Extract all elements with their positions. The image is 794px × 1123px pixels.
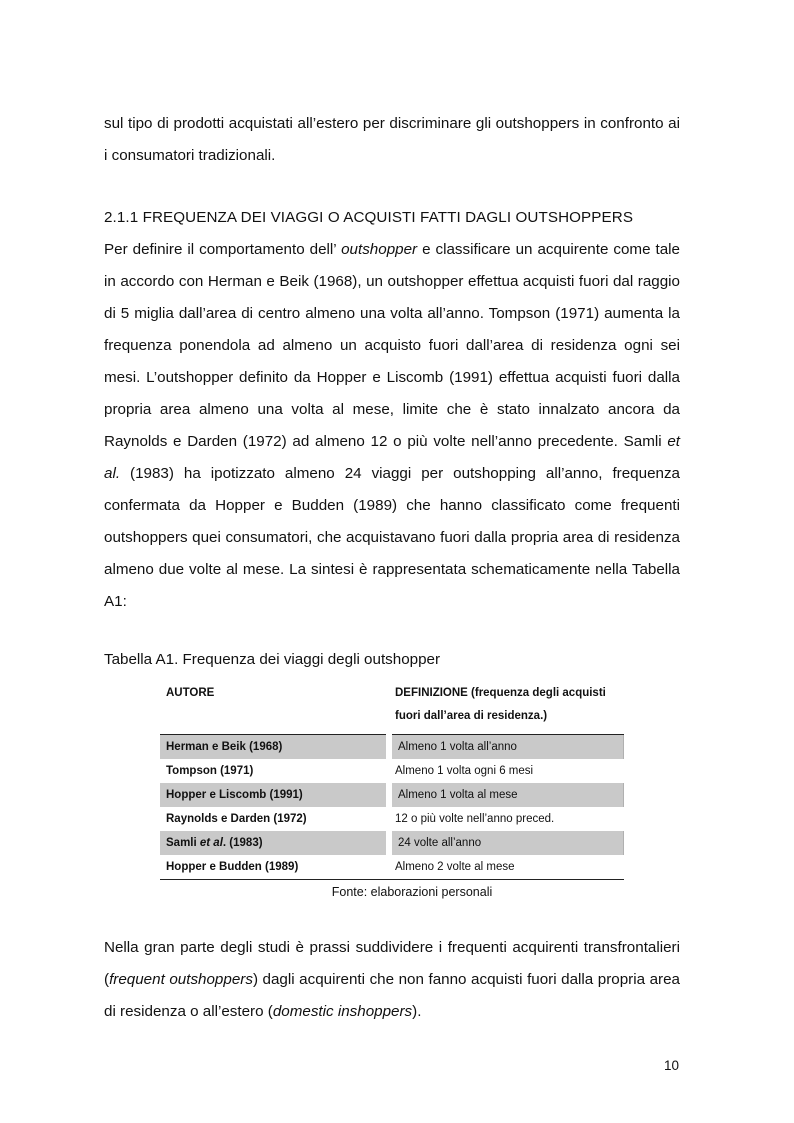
section-heading: 2.1.1 FREQUENZA DEI VIAGGI O ACQUISTI FATTI DAGLI OUTSHOPPERS xyxy=(104,209,634,226)
cell-author: Hopper e Liscomb (1991) xyxy=(160,783,389,807)
cell-definition: Almeno 1 volta al mese xyxy=(389,783,624,807)
cell-definition: Almeno 1 volta all’anno xyxy=(389,735,624,760)
document-page xyxy=(104,108,680,1028)
table-row xyxy=(160,759,624,783)
paragraph-definitions: Per definire il comportamento dell’ outshopper e classificare un acquirente come tale in accordo con Herman e Beik (1968), un outshopper effettua acquisti fuori dal raggio di 5 miglia dall’area di centro almeno una volta all’anno. Tompson (1971) aumenta la frequenza ponendola ad almeno un acquisto fuori dall’area di residenza ogni sei mesi. L’outshopper definito da Hopper e Liscomb (1991) effettua acquisti fuori dalla propria area almeno una volta al mese, limite che è stato innalzato ancora da Raynolds e Darden (1972) ad almeno 12 o più volte nell’anno precedente. Samli et al. (1983) ha ipotizzato almeno 24 viaggi per outshopping all’anno, frequenza confermata da Hopper e Budden (1989) che hanno classificato come frequenti outshoppers quei consumatori, che acquistavano fuori dalla propria area di residenza almeno due volte al mese. La sintesi è rappresentata schematicamente nella Tabella A1: xyxy=(104,241,681,610)
table-row xyxy=(160,855,624,880)
table-header-row xyxy=(160,678,624,735)
cell-author: Samli et al. (1983) xyxy=(160,831,389,855)
cell-author: Raynolds e Darden (1972) xyxy=(166,813,307,825)
page-number: 10 xyxy=(664,1058,680,1073)
table-row xyxy=(160,735,624,760)
cell-definition: Almeno 2 volte al mese xyxy=(389,855,624,880)
cell-author: Herman e Beik (1968) xyxy=(160,735,389,760)
table-caption: Tabella A1. Frequenza dei viaggi degli outshopper xyxy=(104,651,441,668)
cell-definition: 24 volte all’anno xyxy=(389,831,624,855)
cell-definition: Almeno 1 volta ogni 6 mesi xyxy=(395,765,534,777)
table-row xyxy=(160,831,624,855)
header-author: AUTORE xyxy=(160,678,389,735)
table-row xyxy=(160,807,624,831)
cell-author: Hopper e Budden (1989) xyxy=(160,855,389,880)
table-row xyxy=(160,783,624,807)
frequency-table xyxy=(160,678,624,880)
paragraph-conclusion: Nella gran parte degli studi è prassi suddividere i frequenti acquirenti transfrontalieri (frequent outshoppers) dagli acquirenti che non fanno acquisti fuori dalla propria area di residenza o all’estero (domestic inshoppers). xyxy=(104,939,681,1020)
table-source: Fonte: elaborazioni personali xyxy=(331,885,493,899)
header-definition: DEFINIZIONE (frequenza degli acquisti fuori dall’area di residenza.) xyxy=(389,678,624,735)
cell-author: Tompson (1971) xyxy=(166,765,254,777)
paragraph-intro: sul tipo di prodotti acquistati all’estero per discriminare gli outshoppers in confronto ai i consumatori tradizionali. xyxy=(104,115,680,164)
cell-definition: 12 o più volte nell’anno preced. xyxy=(395,813,555,825)
